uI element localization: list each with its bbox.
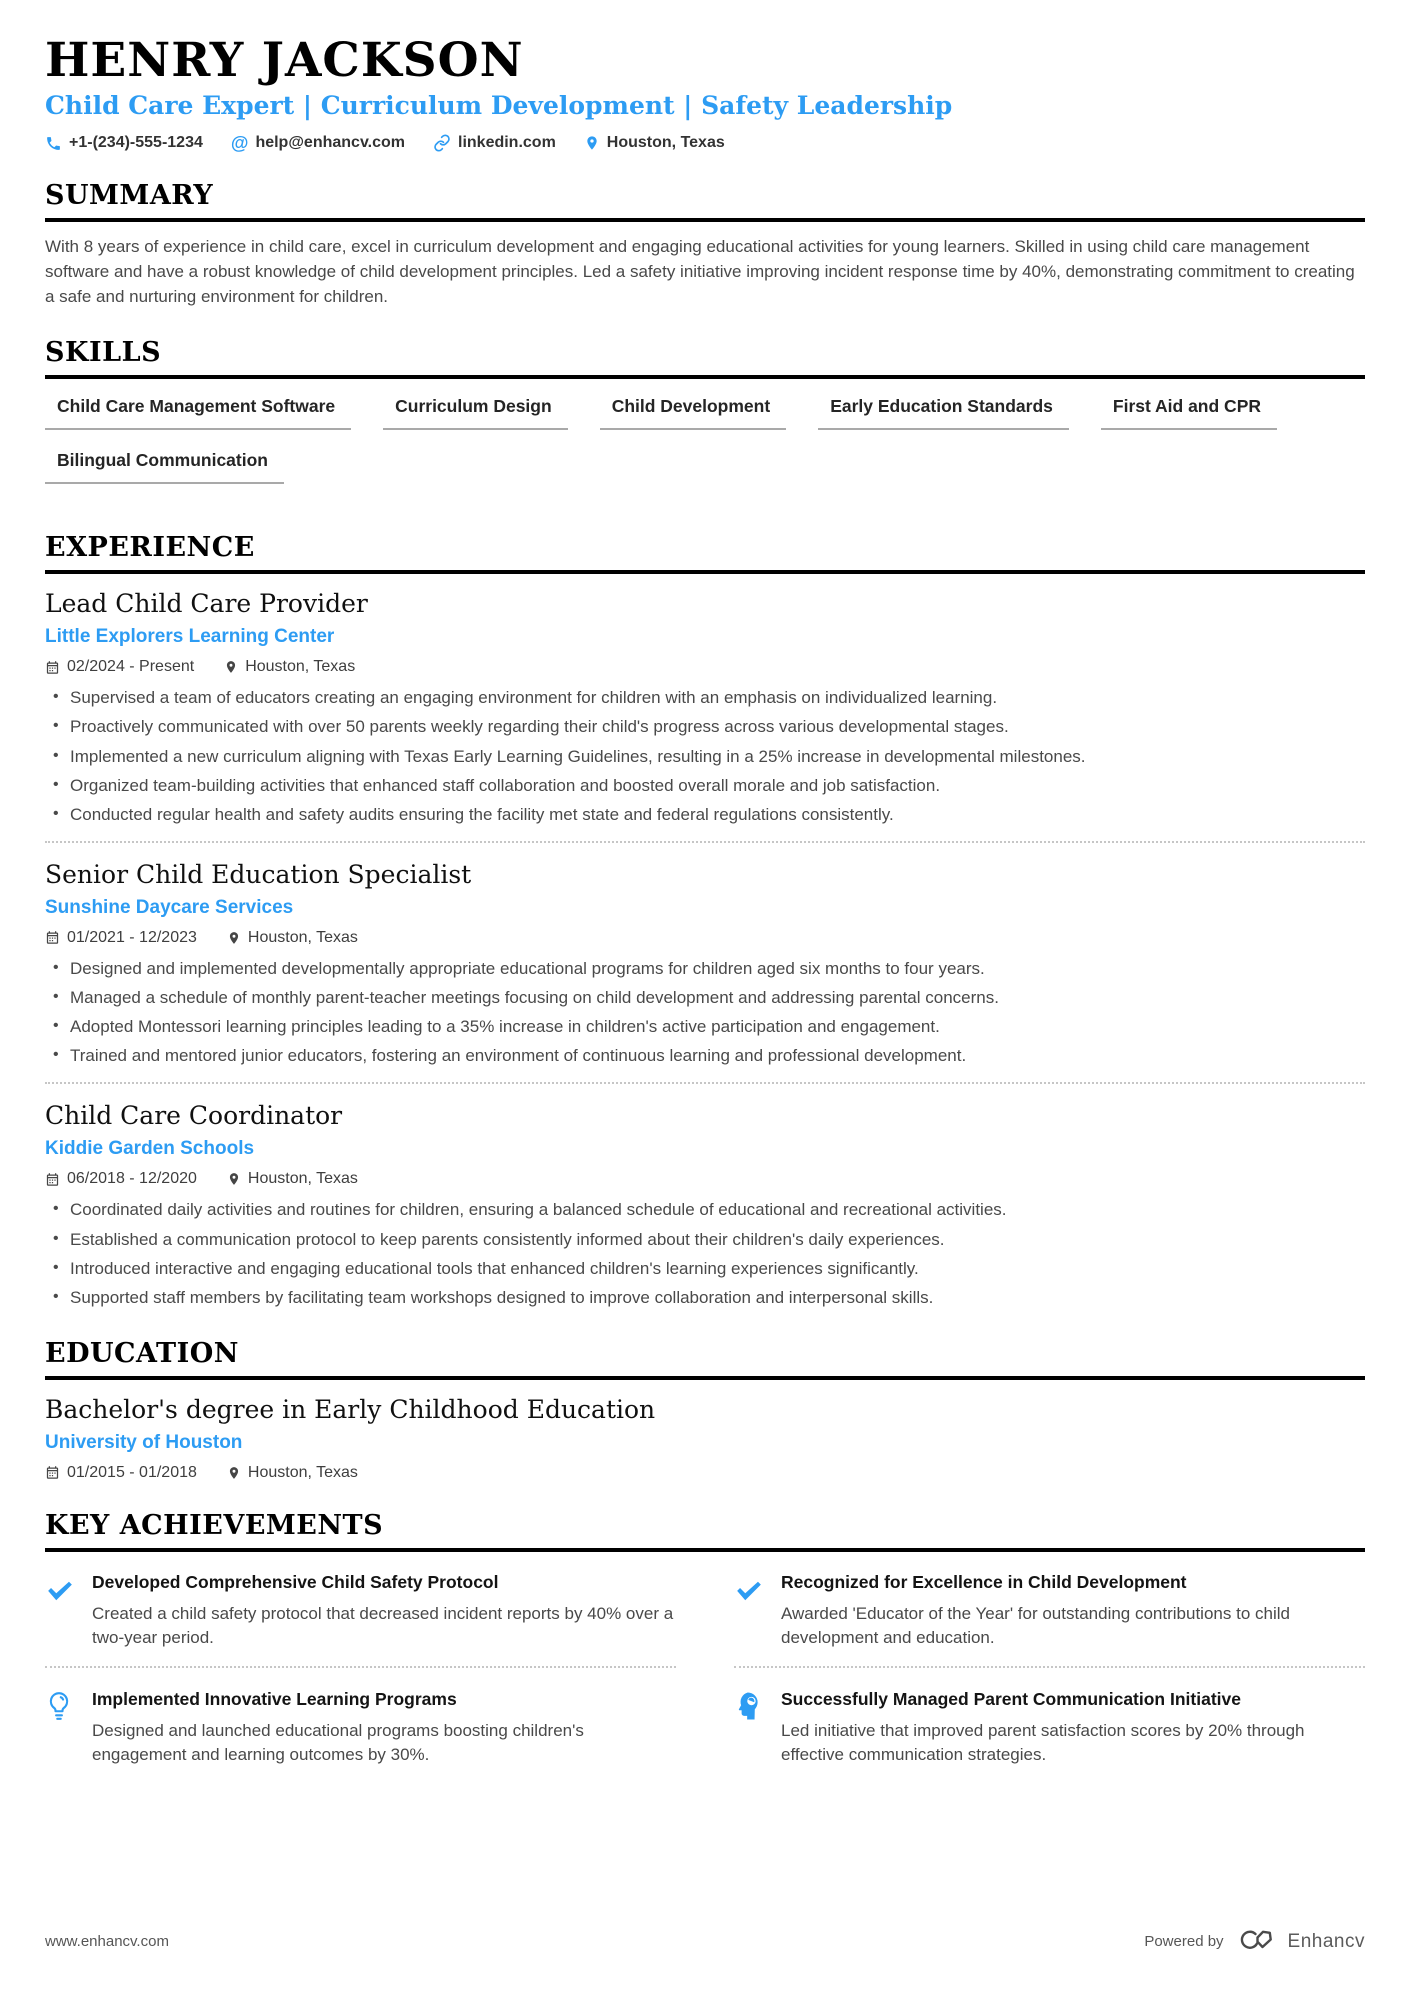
skills-section xyxy=(45,337,1365,504)
bullet-item: • Supervised a team of educators creating an engaging environment for children with an emphasis on individualized learning. xyxy=(70,686,1365,710)
lightbulb-icon xyxy=(45,1688,77,1767)
footer-site-link[interactable]: www.enhancv.com xyxy=(45,1933,169,1950)
achievement-desc: Designed and launched educational programs boosting children's engagement and learning outcomes by 30%. xyxy=(92,1720,584,1764)
contact-location xyxy=(584,134,725,152)
summary-heading: SUMMARY xyxy=(45,180,1365,222)
job-entry xyxy=(45,858,1365,1069)
contact-linkedin-text: linkedin.com xyxy=(458,134,556,152)
head-icon xyxy=(734,1688,766,1767)
contact-row xyxy=(45,134,1365,152)
calendar-icon xyxy=(45,930,60,945)
job-dates: 01/2021 - 12/2023 xyxy=(45,929,197,947)
skill-tag: Curriculum Design xyxy=(383,396,568,430)
check-icon xyxy=(734,1571,766,1650)
achievement-title: Recognized for Excellence in Child Development xyxy=(781,1571,1187,1592)
experience-section xyxy=(45,532,1365,1310)
link-icon xyxy=(433,134,451,152)
education-heading: EDUCATION xyxy=(45,1338,1365,1380)
job-bullets xyxy=(45,957,1365,1069)
bullet-item: • Supported staff members by facilitating team workshops designed to improve collaboration and interpersonal skills. xyxy=(70,1286,1365,1310)
contact-phone-text: +1-(234)-555-1234 xyxy=(69,134,203,152)
contact-email-text: help@enhancv.com xyxy=(255,134,405,152)
bullet-item: • Introduced interactive and engaging educational tools that enhanced children's learning experiences significantly. xyxy=(70,1257,1365,1281)
skill-tag: Child Care Management Software xyxy=(45,396,351,430)
bullet-item: • Designed and implemented developmentally appropriate educational programs for children aged six months to four years. xyxy=(70,957,1365,981)
bullet-item: • Proactively communicated with over 50 parents weekly regarding their child's progress across various developmental stages. xyxy=(70,715,1365,739)
location-icon xyxy=(584,134,600,152)
skill-tag: First Aid and CPR xyxy=(1101,396,1277,430)
bullet-item: • Established a communication protocol to keep parents consistently informed about their children's daily experiences. xyxy=(70,1228,1365,1252)
job-bullets xyxy=(45,1198,1365,1310)
achievement-desc: Led initiative that improved parent satisfaction scores by 20% through effective communication strategies. xyxy=(781,1720,1305,1764)
job-title: Lead Child Care Provider xyxy=(45,589,368,619)
achievement-title: Successfully Managed Parent Communication Initiative xyxy=(781,1688,1241,1709)
skill-tag: Child Development xyxy=(600,396,787,430)
calendar-icon xyxy=(45,1465,60,1480)
location-icon xyxy=(227,1171,241,1187)
job-location: Houston, Texas xyxy=(224,658,355,676)
bullet-item: • Organized team-building activities that enhanced staff collaboration and boosted overall morale and job satisfaction. xyxy=(70,774,1365,798)
achievement-item xyxy=(734,1682,1365,1783)
contact-phone[interactable] xyxy=(45,134,203,152)
bullet-item: • Implemented a new curriculum aligning with Texas Early Learning Guidelines, resulting in a 25% increase in developmental milestones. xyxy=(70,745,1365,769)
job-divider xyxy=(45,841,1365,843)
job-company: Sunshine Daycare Services xyxy=(45,896,294,918)
achievement-desc: Created a child safety protocol that decreased incident reports by 40% over a two-year period. xyxy=(92,1603,674,1647)
job-title: Senior Child Education Specialist xyxy=(45,859,472,889)
contact-location-text: Houston, Texas xyxy=(606,134,725,152)
achievement-title: Implemented Innovative Learning Programs xyxy=(92,1688,457,1709)
powered-by[interactable] xyxy=(1144,1926,1365,1957)
location-icon xyxy=(227,1465,241,1481)
bullet-item: • Managed a schedule of monthly parent-teacher meetings focusing on child development and addressing parental concerns. xyxy=(70,986,1365,1010)
calendar-icon xyxy=(45,660,60,675)
location-icon xyxy=(224,659,238,675)
resume-header xyxy=(45,33,1365,154)
candidate-headline: Child Care Expert | Curriculum Development | Safety Leadership xyxy=(45,91,953,121)
check-icon xyxy=(45,1571,77,1650)
achievement-item xyxy=(45,1682,676,1783)
summary-text: With 8 years of experience in child care, excel in curriculum development and engaging educational activities for young learners. Skilled in using child care management software and have a robust knowledge of child development principles. Led a safety initiative improving incident response time by 40%, demonstrating commitment to creating a safe and nurturing environment for children. xyxy=(45,237,1355,306)
job-entry xyxy=(45,587,1365,827)
school-name: University of Houston xyxy=(45,1431,243,1453)
education-dates: 01/2015 - 01/2018 xyxy=(45,1464,197,1482)
job-company: Little Explorers Learning Center xyxy=(45,626,335,648)
page-footer xyxy=(45,1926,1365,1957)
candidate-name: HENRY JACKSON xyxy=(45,33,524,88)
powered-by-label: Powered by xyxy=(1144,1933,1224,1950)
job-dates: 06/2018 - 12/2020 xyxy=(45,1170,197,1188)
skill-tag: Bilingual Communication xyxy=(45,450,284,484)
achievements-heading: KEY ACHIEVEMENTS xyxy=(45,1510,1365,1552)
achievements-grid xyxy=(45,1565,1365,1783)
job-bullets xyxy=(45,686,1365,827)
achievement-item xyxy=(45,1565,676,1668)
job-title: Child Care Coordinator xyxy=(45,1101,343,1131)
job-dates: 02/2024 - Present xyxy=(45,658,194,676)
at-icon: @ xyxy=(230,133,249,154)
education-section xyxy=(45,1338,1365,1482)
summary-section xyxy=(45,180,1365,309)
achievement-item xyxy=(734,1565,1365,1668)
job-divider xyxy=(45,1082,1365,1084)
bullet-item: • Conducted regular health and safety audits ensuring the facility met state and federal regulations consistently. xyxy=(70,803,1365,827)
job-entry xyxy=(45,1099,1365,1310)
skill-tag: Early Education Standards xyxy=(818,396,1069,430)
education-entry xyxy=(45,1393,1365,1482)
degree-title: Bachelor's degree in Early Childhood Education xyxy=(45,1394,656,1424)
enhancv-brand-text: Enhancv xyxy=(1287,1930,1365,1952)
phone-icon xyxy=(45,135,62,152)
experience-heading: EXPERIENCE xyxy=(45,532,1365,574)
achievement-title: Developed Comprehensive Child Safety Protocol xyxy=(92,1571,499,1592)
job-location: Houston, Texas xyxy=(227,929,358,947)
contact-email[interactable] xyxy=(231,134,405,152)
achievement-desc: Awarded 'Educator of the Year' for outstanding contributions to child development and education. xyxy=(781,1603,1290,1647)
education-location: Houston, Texas xyxy=(227,1464,358,1482)
job-location: Houston, Texas xyxy=(227,1170,358,1188)
calendar-icon xyxy=(45,1172,60,1187)
job-company: Kiddie Garden Schools xyxy=(45,1138,255,1160)
achievements-section xyxy=(45,1510,1365,1783)
location-icon xyxy=(227,930,241,946)
bullet-item: • Coordinated daily activities and routines for children, ensuring a balanced schedule of educational and recreational activities. xyxy=(70,1198,1365,1222)
bullet-item: • Trained and mentored junior educators, fostering an environment of continuous learning and professional development. xyxy=(70,1044,1365,1068)
skills-list xyxy=(45,396,1365,504)
contact-linkedin[interactable] xyxy=(433,134,556,152)
bullet-item: • Adopted Montessori learning principles leading to a 35% increase in children's active participation and engagement. xyxy=(70,1015,1365,1039)
skills-heading: SKILLS xyxy=(45,337,1365,379)
enhancv-logo-icon xyxy=(1236,1926,1276,1957)
